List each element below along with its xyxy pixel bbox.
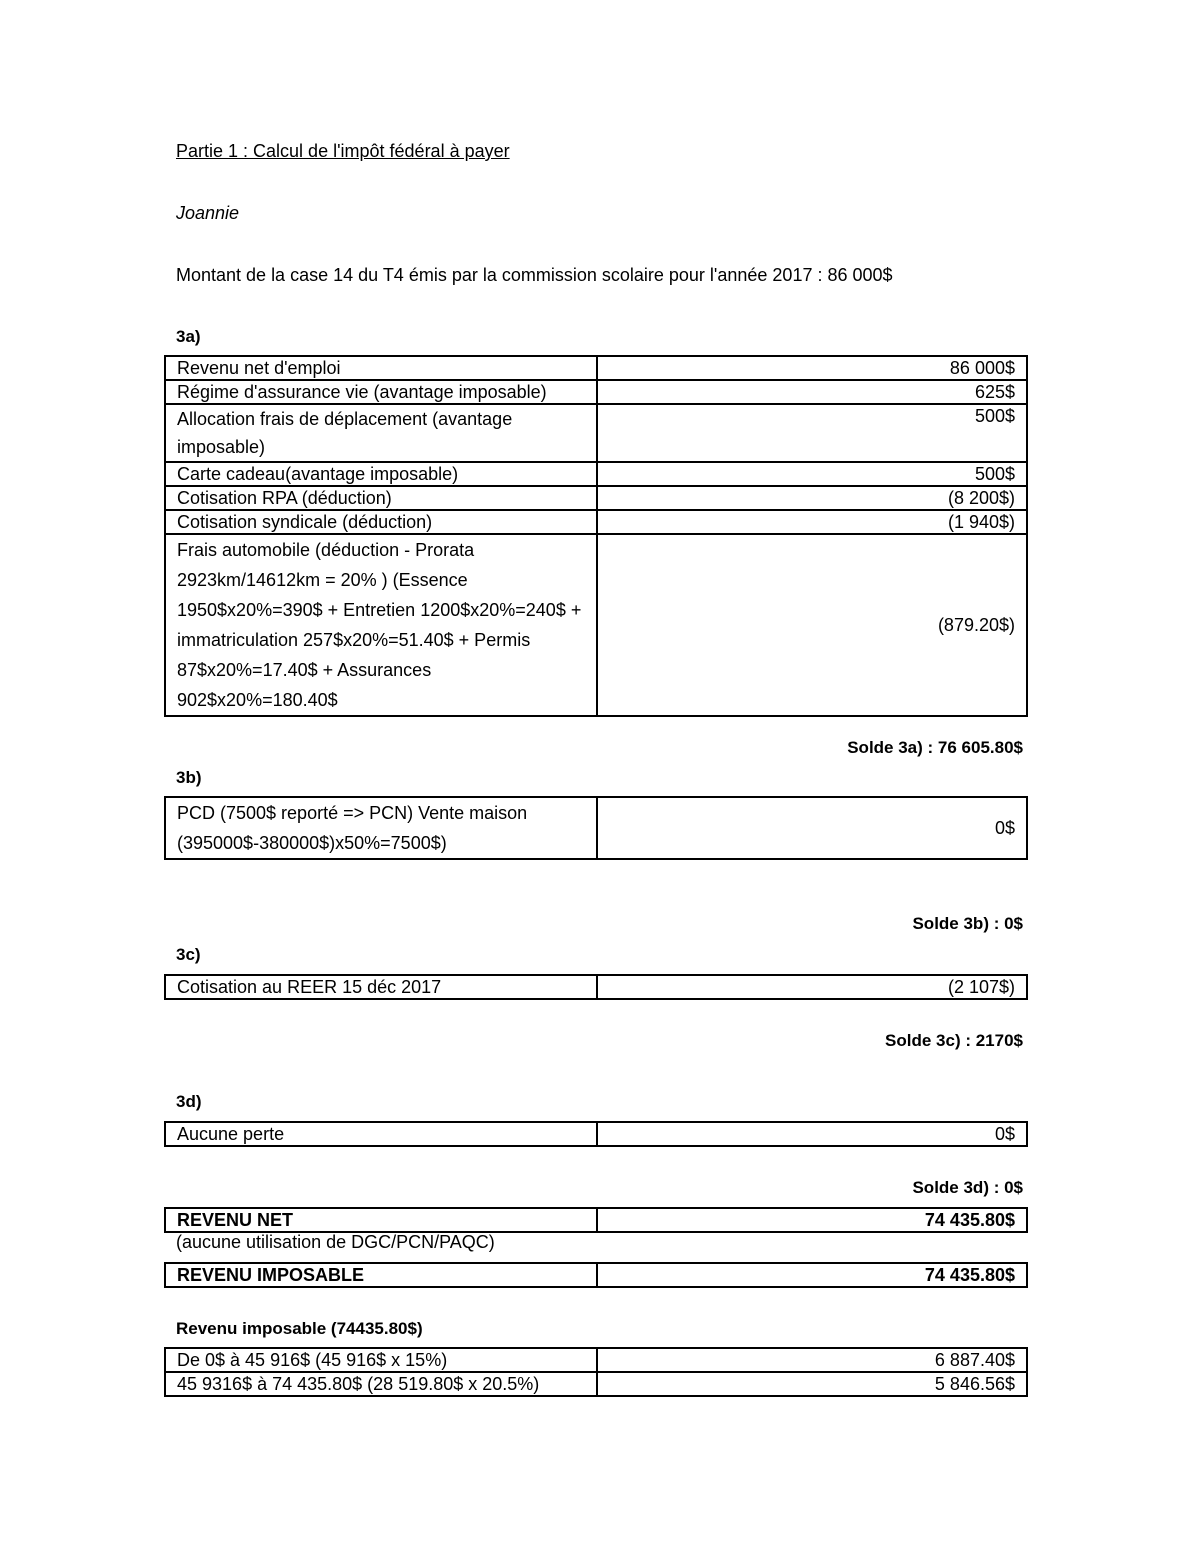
- intro-text: Montant de la case 14 du T4 émis par la commission scolaire pour l'année 2017 : 86 000$: [176, 265, 893, 285]
- table-3b: [164, 796, 1028, 860]
- revenu-net-value: 74 435.80$: [597, 1208, 1027, 1232]
- row-label: Régime d'assurance vie (avantage imposable): [165, 380, 597, 404]
- row-value: (879.20$): [597, 534, 1027, 716]
- tranches-heading: Revenu imposable (74435.80$): [176, 1319, 423, 1338]
- table-row: [165, 1372, 1027, 1396]
- row-label: 45 9316$ à 74 435.80$ (28 519.80$ x 20.5%): [165, 1372, 597, 1396]
- section-3d-heading: 3d): [176, 1092, 202, 1111]
- row-label: Cotisation RPA (déduction): [165, 486, 597, 510]
- note-text: (aucune utilisation de DGC/PCN/PAQC): [176, 1232, 495, 1252]
- revenu-net-label: REVENU NET: [165, 1208, 597, 1232]
- table-row: [165, 1348, 1027, 1372]
- table-3a: [164, 355, 1028, 717]
- table-row: [165, 380, 1027, 404]
- table-row: [165, 534, 1027, 716]
- table-row: [165, 356, 1027, 380]
- row-value: 5 846.56$: [597, 1372, 1027, 1396]
- table-row: [165, 1208, 1027, 1232]
- row-value: (1 940$): [597, 510, 1027, 534]
- row-value: 625$: [597, 380, 1027, 404]
- revenu-imposable-label: REVENU IMPOSABLE: [165, 1263, 597, 1287]
- row-value: 500$: [597, 462, 1027, 486]
- section-3c-heading: 3c): [176, 945, 201, 964]
- row-label: Cotisation syndicale (déduction): [165, 510, 597, 534]
- table-row: [165, 462, 1027, 486]
- table-row: [165, 404, 1027, 462]
- solde-3d: Solde 3d) : 0$: [912, 1178, 1023, 1197]
- row-label: De 0$ à 45 916$ (45 916$ x 15%): [165, 1348, 597, 1372]
- revenu-imposable-table: [164, 1262, 1028, 1288]
- revenu-imposable-value: 74 435.80$: [597, 1263, 1027, 1287]
- row-value: (2 107$): [597, 975, 1027, 999]
- row-value: 500$: [597, 404, 1027, 462]
- row-label: Allocation frais de déplacement (avantage imposable): [165, 404, 597, 462]
- row-value: (8 200$): [597, 486, 1027, 510]
- solde-3c: Solde 3c) : 2170$: [885, 1031, 1023, 1050]
- row-value: 86 000$: [597, 356, 1027, 380]
- revenu-net-table: [164, 1207, 1028, 1233]
- table-3c: [164, 974, 1028, 1000]
- student-name: Joannie: [176, 203, 240, 223]
- table-row: [165, 1263, 1027, 1287]
- table-3d: [164, 1121, 1028, 1147]
- solde-3a: Solde 3a) : 76 605.80$: [847, 738, 1023, 757]
- row-value: 0$: [597, 797, 1027, 859]
- section-3b-heading: 3b): [176, 768, 202, 787]
- table-row: [165, 975, 1027, 999]
- table-row: [165, 510, 1027, 534]
- table-row: [165, 486, 1027, 510]
- tranches-table: [164, 1347, 1028, 1397]
- table-row: [165, 797, 1027, 859]
- row-label: Frais automobile (déduction - Prorata 2923km/14612km = 20% ) (Essence 1950$x20%=390$ + Entretien 1200$x20%=240$ + immatriculation 257$x20%=51.40$ + Permis 87$x20%=17.40$ + Assurances 902$x20%=180.40$: [165, 534, 597, 716]
- solde-3b: Solde 3b) : 0$: [912, 914, 1023, 933]
- section-3a-heading: 3a): [176, 327, 201, 346]
- table-row: [165, 1122, 1027, 1146]
- row-value: 6 887.40$: [597, 1348, 1027, 1372]
- row-value: 0$: [597, 1122, 1027, 1146]
- page-title: Partie 1 : Calcul de l'impôt fédéral à payer: [176, 141, 510, 161]
- row-label: Carte cadeau(avantage imposable): [165, 462, 597, 486]
- row-label: Cotisation au REER 15 déc 2017: [165, 975, 597, 999]
- row-label: Revenu net d'emploi: [165, 356, 597, 380]
- row-label: Aucune perte: [165, 1122, 597, 1146]
- row-label: PCD (7500$ reporté => PCN) Vente maison (395000$-380000$)x50%=7500$): [165, 797, 597, 859]
